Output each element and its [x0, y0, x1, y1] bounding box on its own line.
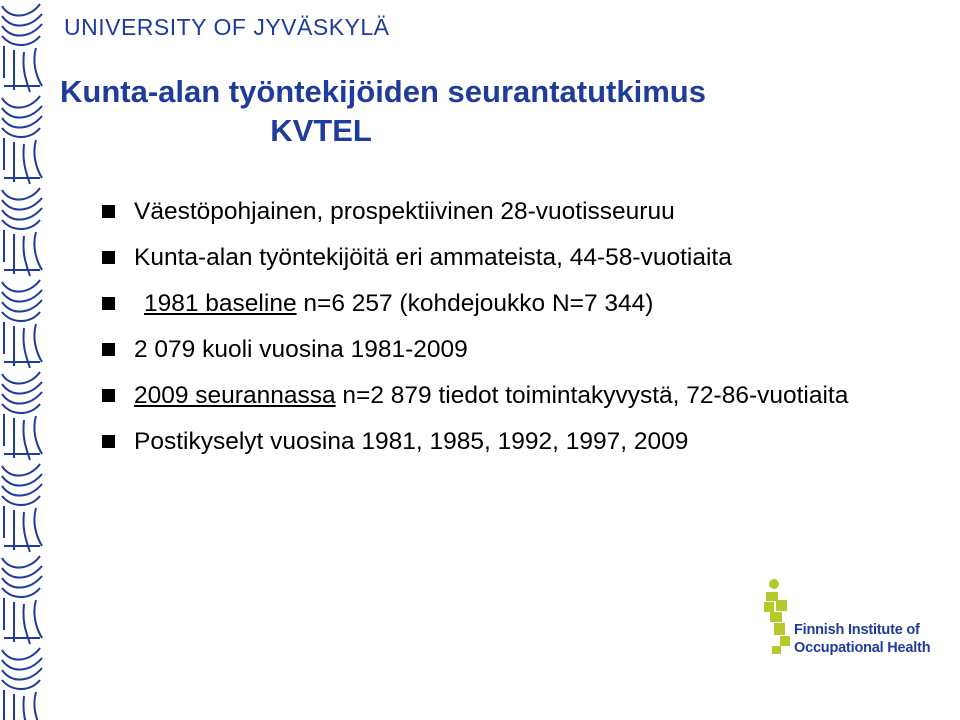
- title-line-1: Kunta-alan työntekijöiden seurantatutkimus: [60, 74, 706, 109]
- bullet-item: [96, 380, 926, 411]
- bullet-text: 2 079 kuoli vuosina 1981-2009: [134, 336, 468, 363]
- bullet-item: [96, 242, 926, 273]
- fioh-logo: [760, 578, 930, 658]
- bullet-text: Postikyselyt vuosina 1981, 1985, 1992, 1997, 2009: [134, 428, 689, 455]
- bullet-underlined-text: 1981 baseline: [144, 290, 297, 317]
- bullet-text: n=6 257 (kohdejoukko N=7 344): [296, 290, 654, 317]
- bullet-item: [96, 426, 926, 457]
- bullet-text: n=2 879 tiedot toimintakyvystä, 72-86-vuotiaita: [335, 382, 849, 409]
- square-bullet-icon: [102, 297, 115, 310]
- bullet-item: [96, 196, 926, 227]
- square-bullet-icon: [102, 343, 115, 356]
- bullet-list: [96, 196, 926, 472]
- slide-title: [60, 72, 706, 150]
- bullet-text: Kunta-alan työntekijöitä eri ammateista, 44-58-vuotiaita: [134, 244, 732, 271]
- square-bullet-icon: [102, 435, 115, 448]
- bullet-text: Väestöpohjainen, prospektiivinen 28-vuotisseuruu: [134, 198, 675, 225]
- university-emblem-strip: [0, 0, 46, 720]
- square-bullet-icon: [102, 389, 115, 402]
- bullet-item: [96, 288, 926, 319]
- square-bullet-icon: [102, 251, 115, 264]
- bullet-item: [96, 334, 926, 365]
- square-bullet-icon: [102, 205, 115, 218]
- logo-text-line-1: Finnish Institute of: [794, 622, 920, 638]
- logo-text-line-2: Occupational Health: [794, 640, 931, 656]
- university-name: UNIVERSITY OF JYVÄSKYLÄ: [64, 14, 390, 40]
- title-line-2: KVTEL: [270, 113, 372, 148]
- emblem-pattern: [0, 0, 46, 720]
- bullet-underlined-text: 2009 seurannassa: [134, 382, 336, 409]
